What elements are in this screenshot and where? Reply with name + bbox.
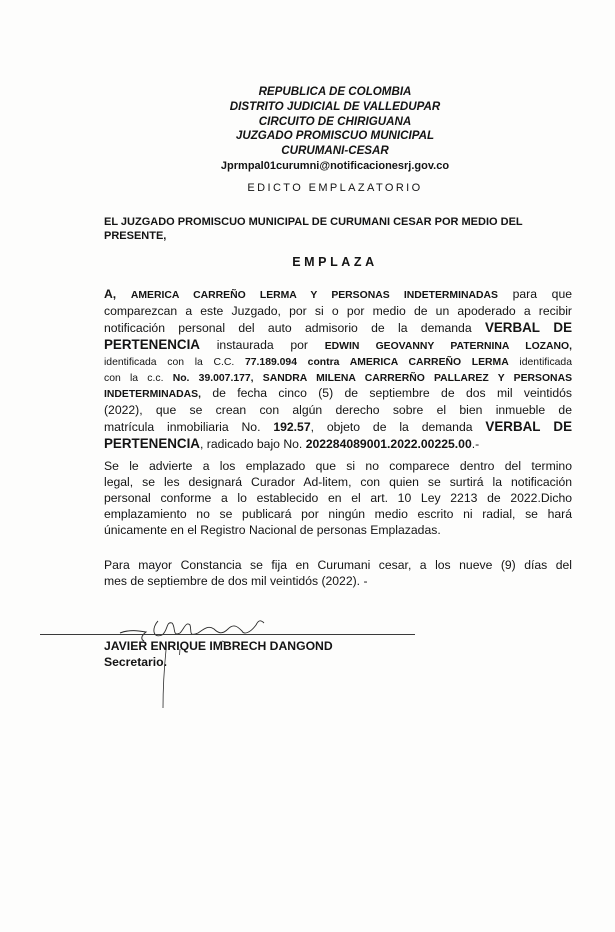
header-email: Jprmpal01curumni@notificacionesrj.gov.co — [220, 159, 450, 172]
paragraph-constancia: Para mayor Constancia se fija en Curumani cesar, a los nueve (9) días del mes de septiembre de dos mil veintidós (2022). - — [104, 558, 572, 588]
signatory-name: JAVIER ENRIQUE IMBRECH DANGOND — [104, 639, 333, 653]
document-title: EDICTO EMPLAZATORIO — [247, 182, 423, 194]
paragraph-summons: A, AMERICA CARREÑO LERMA Y PERSONAS INDETERMINADAS para que comparezcan a este Juzgado, por si o por medio de un apoderado a recibir notificación personal del auto admisorio de la demanda VERBAL DE PERTENENCIA instaurada por EDWIN GEOVANNY PATERNINA LOZANO, identificada con la C.C. 77.189.094 contra AMERICA CARREÑO LERMA identificada con la c.c. No. 39.007.177, SANDRA MILENA CARRERÑO PALLAREZ Y PERSONAS INDETERMINADAS, de fecha cinco (5) de septiembre de dos mil veintidós (2022), que se crean con algún derecho sobre el bien inmueble de matrícula inmobiliaria No. 192.57, objeto de la demanda VERBAL DE PERTENENCIA, radicado bajo No. 202284089001.2022.00225.00.- — [104, 287, 573, 452]
intro-text: EL JUZGADO PROMISCUO MUNICIPAL DE CURUMANI CESAR POR MEDIO DEL PRESENTE, — [104, 216, 523, 242]
header-district: DISTRITO JUDICIAL DE VALLEDUPAR — [229, 99, 441, 113]
signatory-block — [104, 639, 333, 671]
signatory-title: Secretario. — [104, 654, 168, 669]
header-country: REPUBLICA DE COLOMBIA — [258, 85, 412, 98]
paragraph-warning: Se le advierte a los emplazado que si no comparece dentro del termino legal, se les designará Curador Ad-litem, con quien se surtirá la notificación personal conforme a lo establecido en el art. 10 Ley 2213 de 2022.Dicho emplazamiento no se publicará por ningún medio escrito ni radial, se hará únicamente en el Registro Nacional de personas Emplazadas. — [104, 459, 572, 537]
section-title: EMPLAZA — [292, 255, 378, 269]
header-municipality: CURUMANI-CESAR — [281, 144, 389, 158]
signature-line — [40, 634, 415, 635]
header-circuit: CIRCUITO DE CHIRIGUANA — [258, 114, 412, 128]
header-court: JUZGADO PROMISCUO MUNICIPAL — [235, 129, 435, 143]
court-header — [100, 85, 570, 174]
